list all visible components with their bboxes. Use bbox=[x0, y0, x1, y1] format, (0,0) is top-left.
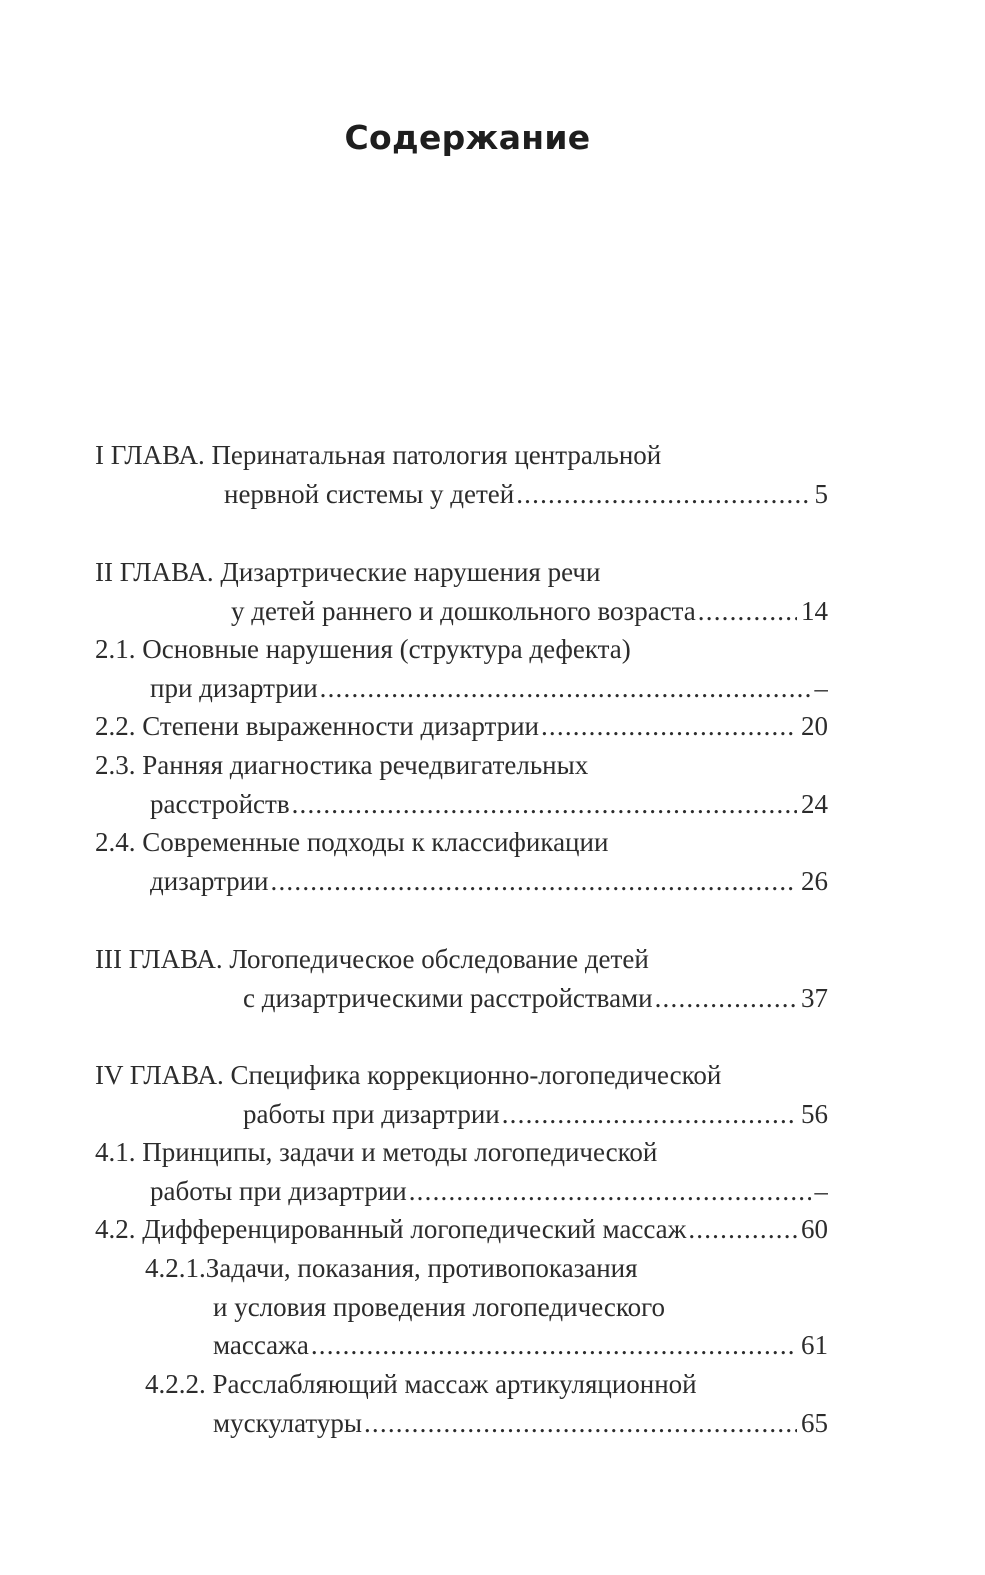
toc-entry-text: 4.2. Дифференцированный логопедический массаж bbox=[95, 1214, 687, 1244]
toc-entry-text: мускулатуры bbox=[213, 1408, 362, 1438]
dot-leader bbox=[320, 669, 811, 707]
toc-page-number: 60 bbox=[801, 1214, 828, 1244]
toc-entry-4-2-1-line1: 4.2.1.Задачи, показания, противопоказания bbox=[145, 1253, 638, 1283]
toc-page-number: 56 bbox=[801, 1099, 828, 1129]
toc-entry-text: у детей раннего и дошкольного возраста bbox=[231, 596, 696, 626]
toc-entry-chapter-3-line1: III ГЛАВА. Логопедическое обследование детей bbox=[95, 944, 649, 974]
toc-entry-2-2 bbox=[95, 707, 828, 745]
toc-entry-4-2-1-line2: и условия проведения логопедического bbox=[213, 1292, 665, 1322]
dot-leader bbox=[516, 475, 810, 513]
toc-page-number: 37 bbox=[801, 983, 828, 1013]
toc-page-number: – bbox=[814, 673, 828, 703]
toc-entry-text: при дизартрии bbox=[150, 673, 318, 703]
toc-entry-chapter-4-line2 bbox=[243, 1095, 828, 1133]
dot-leader bbox=[364, 1404, 797, 1442]
toc-entry-4-2-2-line2 bbox=[213, 1404, 828, 1442]
toc-entry-text: расстройств bbox=[150, 789, 290, 819]
toc-entry-2-1-line2 bbox=[150, 669, 828, 707]
toc-entry-text: массажа bbox=[213, 1330, 309, 1360]
toc-entry-chapter-1-line2 bbox=[224, 475, 828, 513]
toc-entry-text: с дизартрическими расстройствами bbox=[243, 983, 653, 1013]
toc-entry-text: дизартрии bbox=[150, 866, 269, 896]
dot-leader bbox=[541, 707, 797, 745]
toc-page-number: 5 bbox=[814, 479, 828, 509]
dot-leader bbox=[409, 1172, 811, 1210]
toc-entry-4-1-line1: 4.1. Принципы, задачи и методы логопедической bbox=[95, 1137, 658, 1167]
toc-entry-4-1-line2 bbox=[150, 1172, 828, 1210]
toc-page-number: 14 bbox=[801, 596, 828, 626]
dot-leader bbox=[271, 862, 797, 900]
toc-page-number: 61 bbox=[801, 1330, 828, 1360]
dot-leader bbox=[698, 592, 797, 630]
toc-entry-2-3-line2 bbox=[150, 785, 828, 823]
toc-entry-text: 2.2. Степени выраженности дизартрии bbox=[95, 711, 539, 741]
toc-entry-text: работы при дизартрии bbox=[150, 1176, 407, 1206]
dot-leader bbox=[292, 785, 797, 823]
toc-entry-2-3-line1: 2.3. Ранняя диагностика речедвигательных bbox=[95, 750, 589, 780]
toc-entry-4-2-1-line3 bbox=[213, 1326, 828, 1364]
toc-entry-2-4-line2 bbox=[150, 862, 828, 900]
toc-page-number: – bbox=[814, 1176, 828, 1206]
dot-leader bbox=[688, 1210, 797, 1248]
page-title: Содержание bbox=[344, 118, 591, 157]
toc-entry-chapter-2-line1: II ГЛАВА. Дизартрические нарушения речи bbox=[95, 557, 601, 587]
dot-leader bbox=[655, 979, 797, 1017]
dot-leader bbox=[502, 1095, 797, 1133]
toc-entry-text: нервной системы у детей bbox=[224, 479, 515, 509]
toc-page-number: 20 bbox=[801, 711, 828, 741]
toc-entry-2-1-line1: 2.1. Основные нарушения (структура дефекта) bbox=[95, 634, 631, 664]
toc-entry-chapter-2-line2 bbox=[231, 592, 828, 630]
toc-page-number: 65 bbox=[801, 1408, 828, 1438]
toc-entry-4-2-2-line1: 4.2.2. Расслабляющий массаж артикуляционной bbox=[145, 1369, 697, 1399]
toc-page-number: 26 bbox=[801, 866, 828, 896]
toc-entry-chapter-1-line1: I ГЛАВА. Перинатальная патология центральной bbox=[95, 440, 662, 470]
toc-entry-text: работы при дизартрии bbox=[243, 1099, 500, 1129]
dot-leader bbox=[311, 1326, 797, 1364]
toc-entry-2-4-line1: 2.4. Современные подходы к классификации bbox=[95, 827, 609, 857]
toc-entry-chapter-4-line1: IV ГЛАВА. Специфика коррекционно-логопедической bbox=[95, 1060, 722, 1090]
toc-entry-4-2 bbox=[95, 1210, 828, 1248]
toc-entry-chapter-3-line2 bbox=[243, 979, 828, 1017]
toc-page-number: 24 bbox=[801, 789, 828, 819]
